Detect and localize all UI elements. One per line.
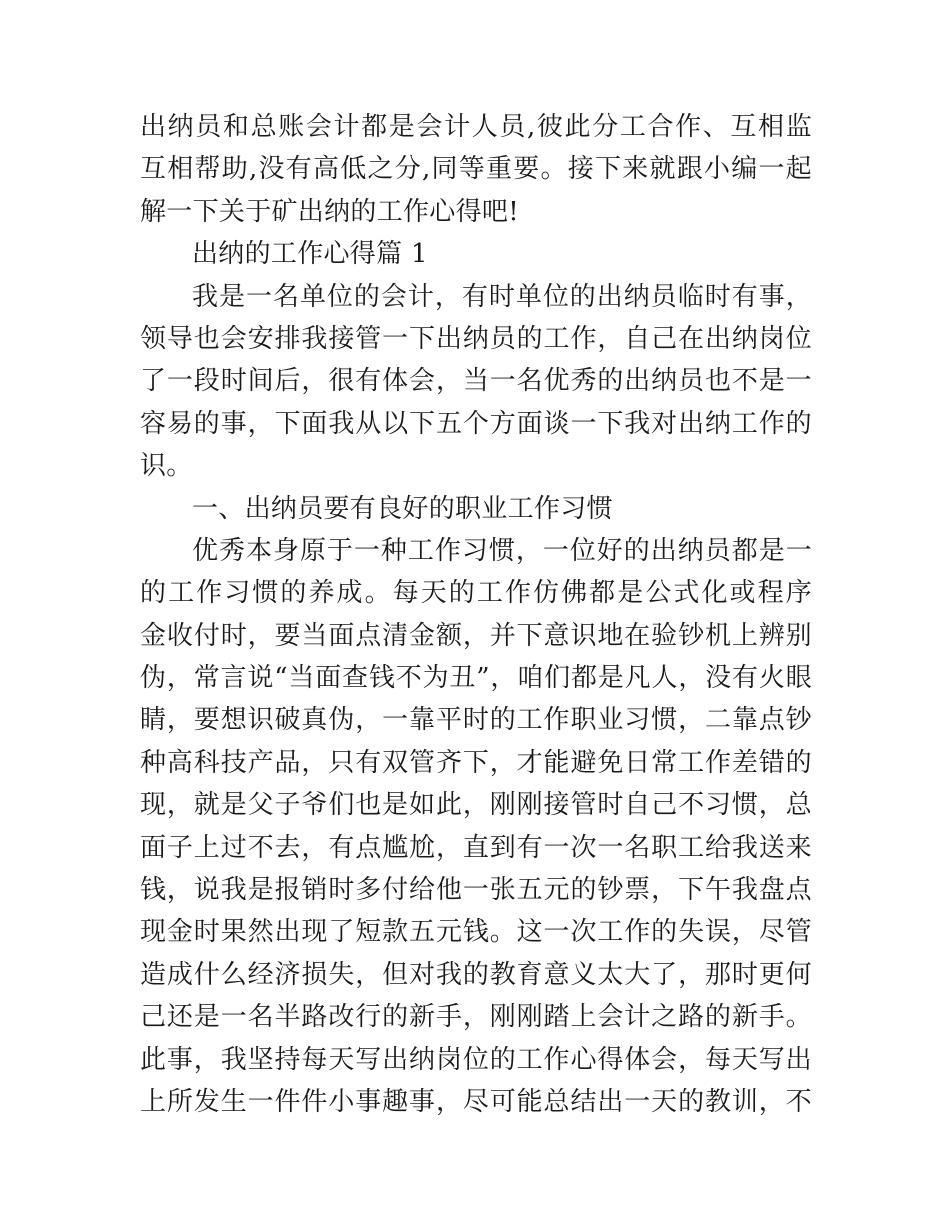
text-line: 一、出纳员要有良好的职业工作习惯 — [192, 493, 613, 524]
text-line: 出纳员和总账会计都是会计人员,彼此分工合作、互相监 — [140, 112, 812, 142]
text-line: 解一下关于矿出纳的工作心得吧! — [140, 196, 519, 227]
text-line: 了一段时间后，很有体会，当一名优秀的出纳员也不是一 — [140, 366, 812, 397]
text-line: 造成什么经济损失，但对我的教育意义太大了，那时更何 — [140, 959, 812, 990]
text-line: 互相帮助,没有高低之分,同等重要。接下来就跟小编一起 — [140, 154, 812, 185]
text-line: 识。 — [140, 451, 193, 482]
text-line: 现金时果然出现了短款五元钱。这一次工作的失误，尽管 — [140, 917, 812, 948]
text-line: 种高科技产品，只有双管齐下，才能避免日常工作差错的 — [140, 747, 812, 778]
text-line: 优秀本身原于一种工作习惯，一位好的出纳员都是一 — [192, 535, 812, 566]
text-line: 的工作习惯的养成。每天的工作仿佛都是公式化或程序 — [140, 578, 812, 609]
text-line: 钱，说我是报销时多付给他一张五元的钞票，下午我盘点 — [140, 875, 812, 906]
text-line: 我是一名单位的会计，有时单位的出纳员临时有事， — [192, 281, 812, 312]
text-line: 伪，常言说“当面查钱不为丑”，咱们都是凡人，没有火眼 — [140, 663, 812, 694]
text-line: 领导也会安排我接管一下出纳员的工作，自己在出纳岗位 — [140, 323, 812, 354]
document-body — [140, 106, 812, 1123]
text-line: 面子上过不去，有点尴尬，直到有一次一名职工给我送来 — [140, 832, 812, 863]
text-line: 上所发生一件件小事趣事，尽可能总结出一天的教训，不 — [140, 1086, 812, 1117]
text-line: 睛，要想识破真伪，一靠平时的工作职业习惯，二靠点钞 — [140, 705, 812, 736]
text-line: 容易的事，下面我从以下五个方面谈一下我对出纳工作的 — [140, 408, 812, 439]
text-line: 出纳的工作心得篇 1 — [192, 239, 428, 270]
text-line: 己还是一名半路改行的新手，刚刚踏上会计之路的新手。 — [140, 1002, 812, 1033]
text-line: 金收付时，要当面点清金额，并下意识地在验钞机上辨别 — [140, 620, 812, 651]
text-line: 现，就是父子爷们也是如此，刚刚接管时自己不习惯，总 — [140, 790, 812, 821]
text-line: 此事，我坚持每天写出纳岗位的工作心得体会，每天写出 — [140, 1044, 812, 1075]
